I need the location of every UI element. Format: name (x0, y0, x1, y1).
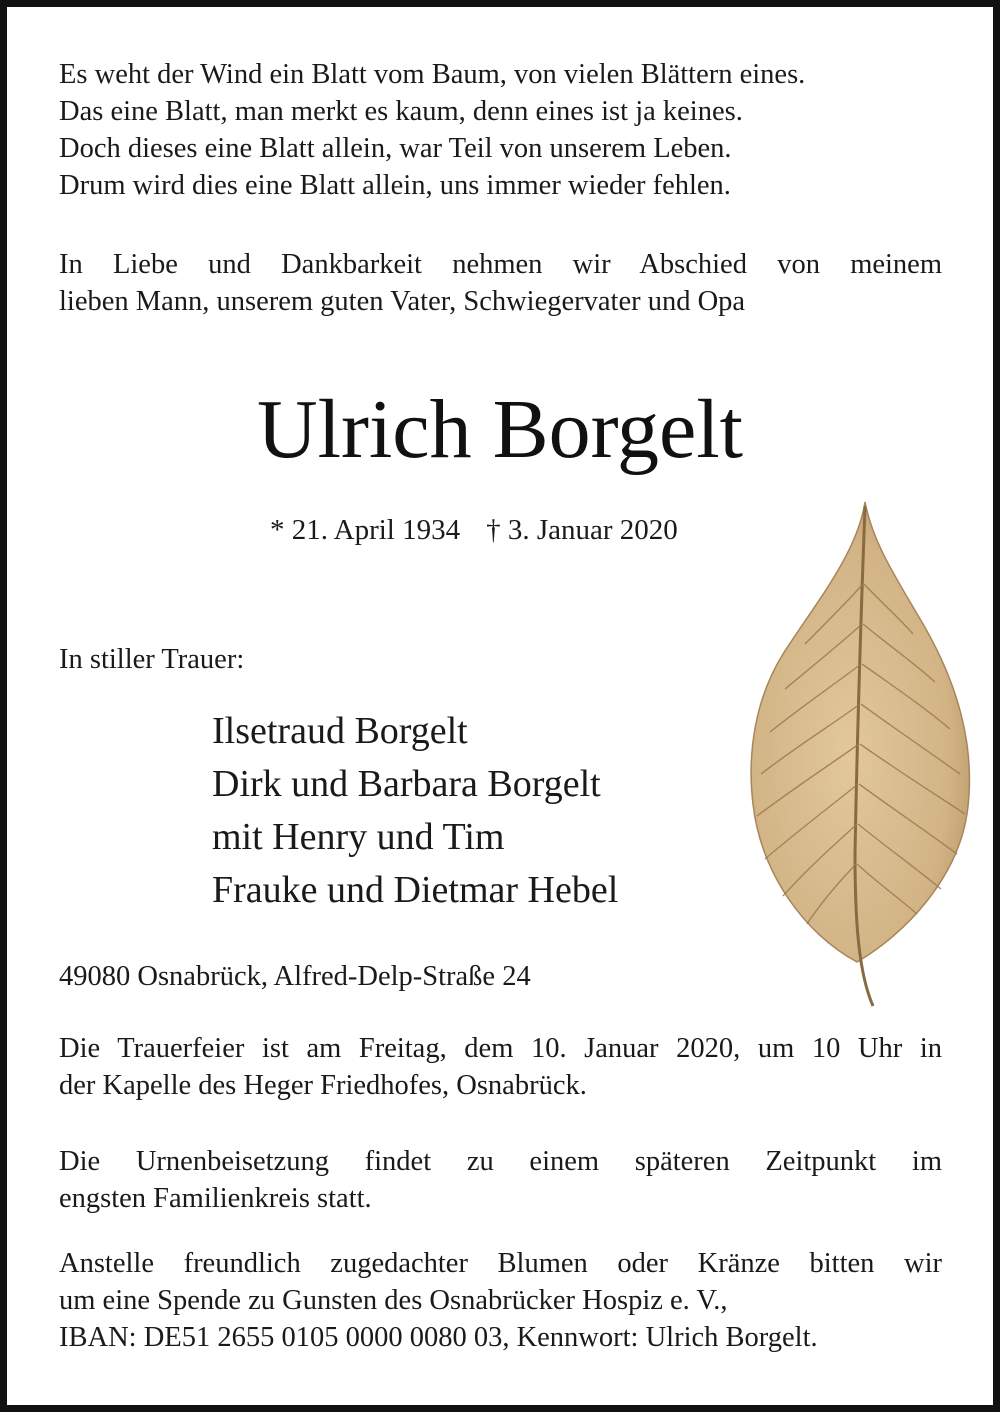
mourning-label: In stiller Trauer: (59, 644, 245, 675)
family-member: mit Henry und Tim (212, 816, 505, 858)
funeral-line: der Kapelle des Heger Friedhofes, Osnabrück. (59, 1070, 587, 1101)
family-member: Ilsetraud Borgelt (212, 710, 468, 752)
address: 49080 Osnabrück, Alfred-Delp-Straße 24 (59, 961, 531, 992)
donation-info (59, 1245, 942, 1356)
family-member: Dirk und Barbara Borgelt (212, 763, 601, 805)
intro-text (59, 246, 942, 320)
funeral-info (59, 1030, 942, 1104)
dried-leaf-icon (745, 494, 975, 1014)
donation-line: Anstelle freundlich zugedachter Blumen oder Kränze bitten wir (59, 1248, 942, 1279)
poem (59, 56, 942, 204)
poem-line: Das eine Blatt, man merkt es kaum, denn eines ist ja keines. (59, 96, 743, 127)
donation-line: um eine Spende zu Gunsten des Osnabrücker Hospiz e. V., (59, 1285, 728, 1316)
poem-line: Es weht der Wind ein Blatt vom Baum, von vielen Blättern eines. (59, 59, 806, 90)
funeral-line: Die Trauerfeier ist am Freitag, dem 10. Januar 2020, um 10 Uhr in (59, 1033, 942, 1064)
poem-line: Doch dieses eine Blatt allein, war Teil von unserem Leben. (59, 133, 732, 164)
donation-line: IBAN: DE51 2655 0105 0000 0080 03, Kennwort: Ulrich Borgelt. (59, 1322, 818, 1353)
death-date: † 3. Januar 2020 (486, 514, 678, 546)
urn-info (59, 1143, 942, 1217)
intro-line: In Liebe und Dankbarkeit nehmen wir Abschied von meinem (59, 249, 942, 280)
intro-line: lieben Mann, unserem guten Vater, Schwiegervater und Opa (59, 286, 746, 317)
family-list (212, 705, 618, 917)
birth-date: * 21. April 1934 (270, 514, 461, 546)
deceased-name: Ulrich Borgelt (256, 383, 744, 476)
family-member: Frauke und Dietmar Hebel (212, 869, 619, 911)
urn-line: Die Urnenbeisetzung findet zu einem späteren Zeitpunkt im (59, 1146, 942, 1177)
poem-line: Drum wird dies eine Blatt allein, uns immer wieder fehlen. (59, 170, 731, 201)
urn-line: engsten Familienkreis statt. (59, 1183, 372, 1214)
life-dates (270, 512, 678, 548)
